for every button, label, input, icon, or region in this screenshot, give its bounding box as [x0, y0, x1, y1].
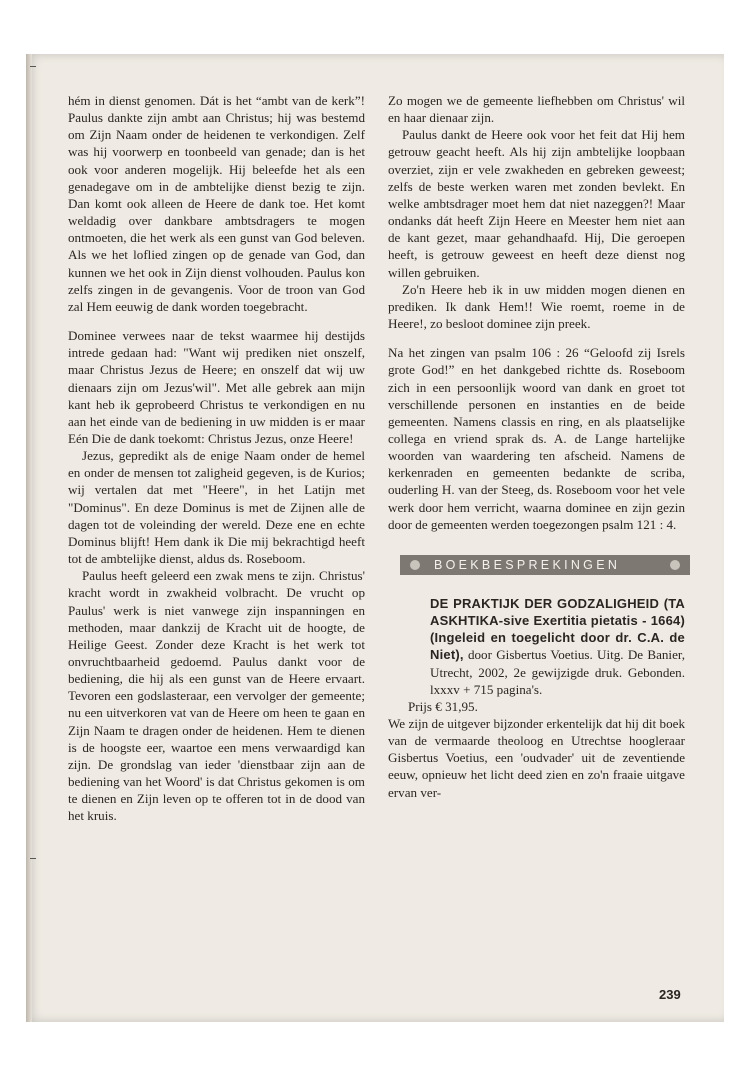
margin-tick — [30, 858, 36, 859]
paragraph: Zo'n Heere heb ik in uw midden mogen dienen en prediken. Ik dank Hem!! Wie roemt, roeme in de Heere!, zo besloot dominee zijn preek. — [388, 281, 685, 332]
paragraph: Jezus, gepredikt als de enige Naam onder de hemel en onder de mensen tot zaligheid gegeven, is de Kurios; wij vertalen dat met "Heere", in het Latijn met "Dominus". En deze Dominus is met de Zijnen alle de dagen tot de voleinding der wereld. Deze ene en echte Dominus blijft! Hem dank ik Die mij bekrachtigd heeft tot de ambtelijke dienst, aldus ds. Roseboom. — [68, 448, 365, 567]
banner-dot-icon — [410, 560, 420, 570]
section-banner — [400, 555, 690, 575]
right-column — [388, 92, 685, 801]
review-heading: DE PRAKTIJK DER GODZALIGHEID (TA ASKHTIKA-sive Exertitia pietatis - 1664) (Ingeleid en toegelicht door dr. C.A. de Niet), — [430, 595, 685, 663]
paragraph: Na het zingen van psalm 106 : 26 “Geloofd zij Isrels grote God!” en het dankgebed richtte ds. Roseboom zich in een persoonlijk woord van dank en groet tot verschillende personen en instanties en de beide gemeenten. Namens classis en ring, en als plaatselijke collega en vriend sprak ds. A. de Lange hartelijke woorden van waardering ten afscheid. Namens de kerkenraden en gemeenten bedankte de scriba, ouderling H. van der Steeg, ds. Roseboom voor het vele werk door hem verricht, waarna dominee en zijn gezin door de gemeenten werden toegezongen psalm 121 : 4. — [388, 345, 685, 532]
page-gutter — [26, 54, 32, 1022]
paragraph: Paulus dankt de Heere ook voor het feit dat Hij hem getrouw geacht heeft. Als hij zijn ambtelijke loopbaan overziet, zijn er vele zwakheden en gebreken geweest; zelfs de beste werken waren met zonden bevlekt. En welke ambtsdrager moet hem dat niet nazeggen?! Maar ondanks dát heeft Zijn Heere en Meester hem niet aan de kant gezet, maar gehandhaafd. Hij, Die geroepen heeft, is getrouw geweest en heeft deze dienst nog willen gebruiken. — [388, 127, 685, 280]
review-meta: door Gisbertus Voetius. Uitg. De Banier, Utrecht, 2002, 2e gewijzigde druk. Gebonden. lxxxv + 715 pagina's. — [430, 647, 685, 697]
left-column — [68, 92, 365, 825]
paragraph: Paulus heeft geleerd een zwak mens te zijn. Christus' kracht wordt in zwakheid volbracht. De vrucht op Paulus' werk is niet vanwege zijn inspanningen en methoden, maar dankzij de Kracht uit de hoogte, de Heilige Geest. Zonder deze Kracht is het werk tot onvruchtbaarheid gedoemd. Paulus dankt voor de bediening, die hij als een gunst van de Heere ervaart. Tevoren een godslasteraar, een vervolger der gemeente; nu een uitverkoren vat van de Heere om heen te gaan en Zijn Naam te dragen onder de heidenen. Hem te dienen is de hoogste eer, waartoe een mens verwaardigd kan zijn. De grondslag van ieder 'dienstbaar zijn aan de bediening van het Woord' is dat Christus gekomen is om te dienen en Zijn leven op te offeren tot in de dood van het kruis. — [68, 568, 365, 824]
paragraph: Zo mogen we de gemeente liefhebben om Christus' wil en haar dienaar zijn. — [388, 93, 685, 126]
book-review-entry — [388, 595, 685, 698]
paragraph: Dominee verwees naar de tekst waarmee hij destijds intrede gedaan had: "Want wij prediken niet onszelf, maar Christus Jezus de Heere; en onszelf dat wij uw dienaars zijn om Jezus'wil". Met alle gebrek aan mijn kant heb ik geprobeerd Christus te verkondigen en nu aan het einde van de bediening in uw midden is er maar Eén Die de dank toekomt: Christus Jezus, onze Heere! — [68, 328, 365, 446]
banner-dot-icon — [670, 560, 680, 570]
banner-title: BOEKBESPREKINGEN — [434, 557, 621, 572]
paragraph: hém in dienst genomen. Dát is het “ambt van de kerk”! Paulus dankte zijn ambt aan Christus; hij was bestemd om Zijn Naam onder de heidenen te verkondigen. Zelf was hij voorwerp en toonbeeld van genade; dan is het ook voor anderen mogelijk. Hij beleefde het als een genadegave om in de ambtelijke dienst bezig te zijn. Dan komt ook alleen de Heere de dank toe. Het komt weldadig over dankbare ambtsdragers te mogen ontmoeten, die het werk als een gunst van God beleven. Als we het loflied zingen op de genade van God, dan kunnen we het ook in Zijn dienst volhouden. Paulus kon zelfs zingen in de gevangenis. Voor de troon van God zal Hem eeuwig de dank worden toegebracht. — [68, 93, 365, 314]
review-price: Prijs € 31,95. — [408, 698, 478, 714]
margin-tick — [30, 66, 36, 67]
paragraph: We zijn de uitgever bijzonder erkentelijk dat hij dit boek van de vermaarde theoloog en Utrechtse hoogleraar Gisbertus Voetius, een 'oudvader' uit de zeventiende eeuw, opnieuw het licht deed zien en zo'n fraaie uitgave ervan ver- — [388, 716, 685, 800]
page-number: 239 — [659, 987, 681, 1002]
